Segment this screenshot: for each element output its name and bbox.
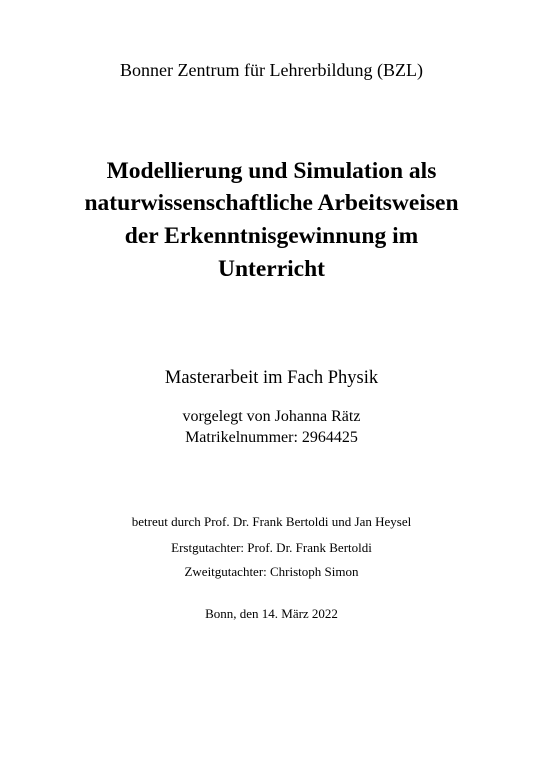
matriculation-number: Matrikelnummer: 2964425 — [185, 429, 358, 446]
thesis-type: Masterarbeit im Fach Physik — [164, 368, 379, 388]
supervision-line: betreut durch Prof. Dr. Frank Bertoldi und Jan Heysel — [131, 514, 412, 529]
place-date: Bonn, den 14. März 2022 — [205, 606, 338, 621]
first-reviewer: Erstgutachter: Prof. Dr. Frank Bertoldi — [171, 540, 372, 555]
author-line: vorgelegt von Johanna Rätz — [182, 408, 361, 425]
thesis-title-line-3: der Erkenntnisgewinnung im — [124, 223, 419, 249]
thesis-title-line-4: Unterricht — [217, 256, 325, 282]
institution-name: Bonner Zentrum für Lehrerbildung (BZL) — [120, 60, 423, 80]
thesis-title-line-1: Modellierung und Simulation als — [106, 158, 437, 184]
thesis-title-line-2: naturwissenschaftliche Arbeitsweisen — [84, 190, 459, 216]
second-reviewer: Zweitgutachter: Christoph Simon — [184, 564, 359, 579]
